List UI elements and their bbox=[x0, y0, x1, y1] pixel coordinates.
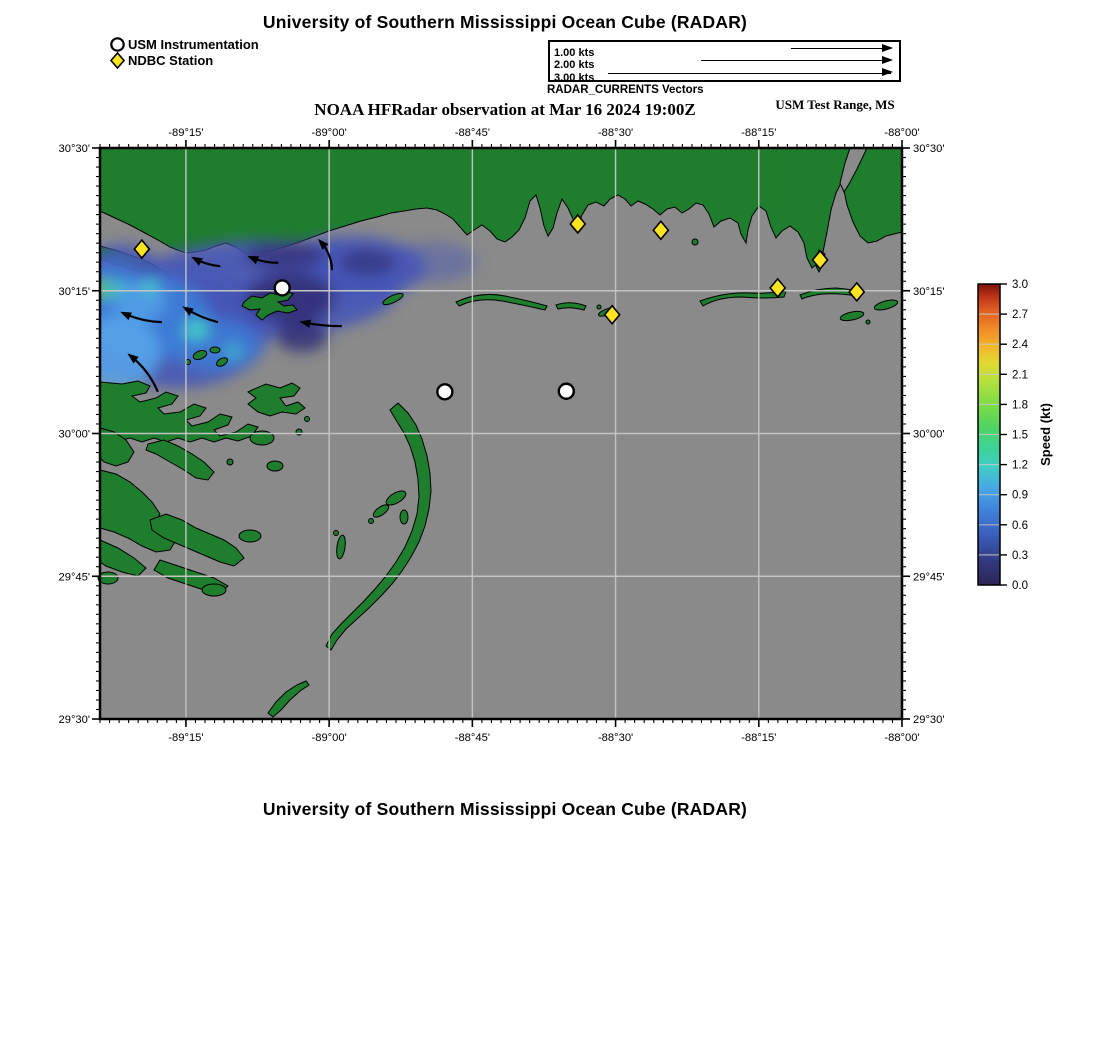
speed-field-blob bbox=[93, 278, 111, 300]
legend-row bbox=[109, 52, 259, 68]
x-tick-label-bottom: -88°30' bbox=[597, 732, 634, 744]
colorbar-tick-label: 1.8 bbox=[1012, 399, 1028, 412]
speed-colorbar bbox=[978, 279, 1053, 592]
y-tick-label-left: 30°15' bbox=[58, 285, 90, 298]
vector-scale-row-label: 3.00 kts bbox=[554, 71, 595, 84]
vector-scale-box bbox=[548, 40, 901, 82]
speed-field-blob bbox=[109, 281, 125, 295]
marsh-islet bbox=[239, 530, 261, 542]
vector-scale-arrowhead-icon bbox=[882, 68, 893, 76]
marsh-islet bbox=[267, 461, 283, 471]
usm-station-marker bbox=[275, 280, 290, 295]
colorbar-title: Speed (kt) bbox=[1038, 403, 1053, 466]
usm-circle-icon bbox=[109, 36, 126, 53]
legend-row bbox=[109, 36, 259, 52]
y-tick-label-right: 29°45' bbox=[913, 571, 945, 584]
vector-scale-arrow bbox=[608, 73, 891, 74]
legend-label: NDBC Station bbox=[128, 52, 214, 68]
x-tick-label-top: -88°15' bbox=[741, 127, 777, 139]
speed-field-blob bbox=[170, 319, 260, 371]
colorbar-tick-label: 0.0 bbox=[1012, 580, 1028, 592]
colorbar-tick-label: 1.2 bbox=[1012, 459, 1028, 472]
usm-station-marker bbox=[437, 384, 452, 399]
vector-scale-arrow bbox=[701, 60, 891, 61]
vector-scale-row-label: 1.00 kts bbox=[554, 47, 595, 59]
marsh-islet bbox=[305, 417, 310, 422]
vector-scale-row-label: 2.00 kts bbox=[554, 59, 595, 72]
speed-field-blob bbox=[340, 249, 396, 275]
sand-island bbox=[597, 305, 601, 309]
legend-label: USM Instrumentation bbox=[128, 36, 259, 52]
vector-scale-row bbox=[554, 55, 899, 72]
y-tick-label-left: 30°00' bbox=[58, 428, 90, 441]
x-tick-label-top: -89°15' bbox=[168, 127, 204, 139]
colorbar-tick-label: 1.5 bbox=[1012, 429, 1028, 442]
page-title: University of Southern Mississippi Ocean Cube (RADAR) bbox=[262, 12, 748, 32]
vector-scale-arrowhead-icon bbox=[882, 44, 893, 52]
vector-scale-row bbox=[554, 43, 899, 59]
islet bbox=[866, 320, 870, 324]
speed-field-blob bbox=[141, 280, 159, 294]
x-tick-label-bottom: -88°45' bbox=[454, 732, 490, 744]
colorbar-tick-label: 2.7 bbox=[1012, 309, 1028, 322]
observation-subtitle: NOAA HFRadar observation at Mar 16 2024 19:00Z bbox=[314, 100, 696, 119]
freemason-island bbox=[400, 510, 408, 524]
ndbc-diamond-glyph bbox=[111, 53, 124, 68]
x-tick-label-bottom: -88°00' bbox=[884, 732, 920, 744]
range-label: USM Test Range, MS bbox=[775, 97, 895, 112]
x-tick-label-bottom: -88°15' bbox=[741, 732, 777, 744]
isle-au-pitre bbox=[210, 347, 220, 353]
y-tick-label-right: 30°15' bbox=[913, 285, 945, 298]
vector-scale-arrow bbox=[791, 48, 891, 49]
round-island bbox=[692, 239, 698, 245]
vector-scale-caption: RADAR_CURRENTS Vectors bbox=[547, 84, 704, 96]
freemason-island bbox=[369, 519, 374, 524]
vector-scale-row bbox=[554, 68, 899, 84]
vector-scale-arrowhead-icon bbox=[882, 56, 893, 64]
colorbar-tick-label: 0.9 bbox=[1012, 489, 1028, 502]
map-legend bbox=[109, 36, 259, 68]
colorbar-tick-label: 3.0 bbox=[1012, 279, 1028, 291]
x-tick-label-top: -88°00' bbox=[884, 127, 920, 139]
x-tick-label-top: -88°30' bbox=[597, 127, 634, 139]
y-tick-label-right: 30°00' bbox=[913, 428, 945, 441]
colorbar-tick-label: 0.6 bbox=[1012, 519, 1028, 532]
colorbar-tick-label: 2.1 bbox=[1012, 369, 1028, 382]
usm-circle-glyph bbox=[111, 38, 123, 50]
x-tick-label-top: -88°45' bbox=[454, 127, 490, 139]
x-tick-label-bottom: -89°15' bbox=[168, 732, 204, 744]
marsh-islet bbox=[227, 459, 233, 465]
y-tick-label-right: 29°30' bbox=[913, 714, 945, 726]
y-tick-label-left: 30°30' bbox=[58, 143, 90, 155]
speed-field-blob bbox=[76, 316, 160, 388]
y-tick-label-right: 30°30' bbox=[913, 143, 945, 155]
speed-field-blob bbox=[225, 346, 241, 358]
speed-field-blob bbox=[245, 243, 325, 269]
colorbar-tick-label: 2.4 bbox=[1012, 339, 1028, 352]
x-tick-label-bottom: -89°00' bbox=[311, 732, 347, 744]
x-tick-label-top: -89°00' bbox=[311, 127, 347, 139]
y-tick-label-left: 29°30' bbox=[58, 714, 90, 726]
ndbc-diamond-icon bbox=[109, 52, 126, 69]
usm-station-marker bbox=[559, 384, 574, 399]
mid-islet bbox=[334, 531, 339, 536]
footer-title: University of Southern Mississippi Ocean Cube (RADAR) bbox=[262, 799, 748, 819]
speed-field-blob bbox=[387, 242, 477, 282]
y-tick-label-left: 29°45' bbox=[58, 571, 90, 584]
colorbar-tick-label: 0.3 bbox=[1012, 549, 1028, 562]
speed-field-blob bbox=[183, 320, 209, 340]
marsh-islet bbox=[202, 584, 226, 596]
